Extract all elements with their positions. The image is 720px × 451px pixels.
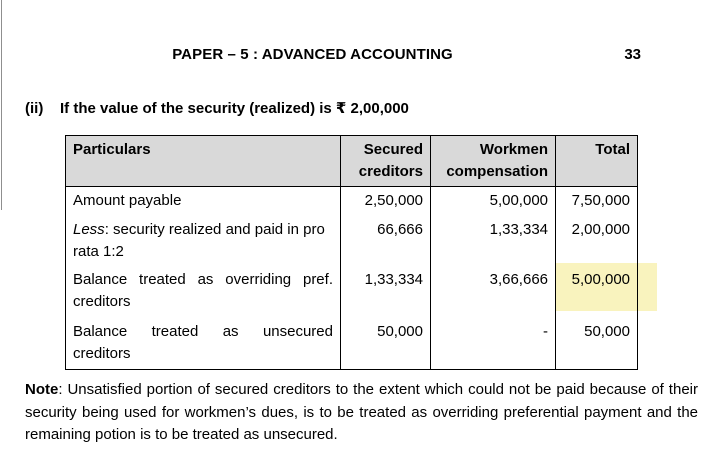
- note-label: Note: [25, 381, 59, 398]
- page-title: PAPER – 5 : ADVANCED ACCOUNTING: [172, 46, 453, 63]
- cell-total: 2,00,000: [556, 216, 638, 266]
- column-header-workmen-compensation: Workmen compensation: [431, 136, 556, 187]
- note-paragraph: [25, 379, 698, 447]
- cell-secured: 1,33,334: [341, 266, 431, 318]
- table-header-row: [66, 136, 638, 187]
- cell-secured: 66,666: [341, 216, 431, 266]
- table-row-unsecured-creditors: [66, 318, 638, 370]
- section-heading-text: If the value of the security (realized) is ₹ 2,00,000: [60, 100, 409, 117]
- cell-workmen: 5,00,000: [431, 187, 556, 216]
- column-header-secured-creditors: Secured creditors: [341, 136, 431, 187]
- scan-artifact-line: [1, 0, 2, 210]
- table-row-amount-payable: [66, 187, 638, 216]
- cell-particulars: Less: security realized and paid in pro rata 1:2: [66, 216, 341, 266]
- section-heading: [25, 99, 700, 117]
- cell-workmen: 3,66,666: [431, 266, 556, 318]
- cell-particulars: Amount payable: [66, 187, 341, 216]
- creditors-table: [65, 135, 638, 370]
- running-header: [0, 46, 720, 66]
- column-header-particulars: Particulars: [66, 136, 341, 187]
- table-row-less-security-realized: [66, 216, 638, 266]
- less-word-italic: Less: [73, 220, 105, 238]
- cell-total: 50,000: [556, 318, 638, 370]
- section-label: (ii): [25, 100, 44, 117]
- cell-total-highlighted: 5,00,000: [556, 266, 638, 318]
- page-number: 33: [624, 46, 641, 63]
- cell-secured: 2,50,000: [341, 187, 431, 216]
- cell-workmen: -: [431, 318, 556, 370]
- cell-particulars: Balance treated as unsecured creditors: [66, 318, 341, 370]
- table-row-overriding-pref-creditors: [66, 266, 638, 318]
- cell-total: 7,50,000: [556, 187, 638, 216]
- column-header-total: Total: [556, 136, 638, 187]
- cell-secured: 50,000: [341, 318, 431, 370]
- note-text: : Unsatisfied portion of secured creditors to the extent which could not be paid because of their security being used for workmen’s dues, is to be treated as overriding preferential payment and the remaining potion is to be treated as unsecured.: [25, 381, 698, 443]
- cell-particulars: Balance treated as overriding pref. creditors: [66, 266, 341, 318]
- cell-workmen: 1,33,334: [431, 216, 556, 266]
